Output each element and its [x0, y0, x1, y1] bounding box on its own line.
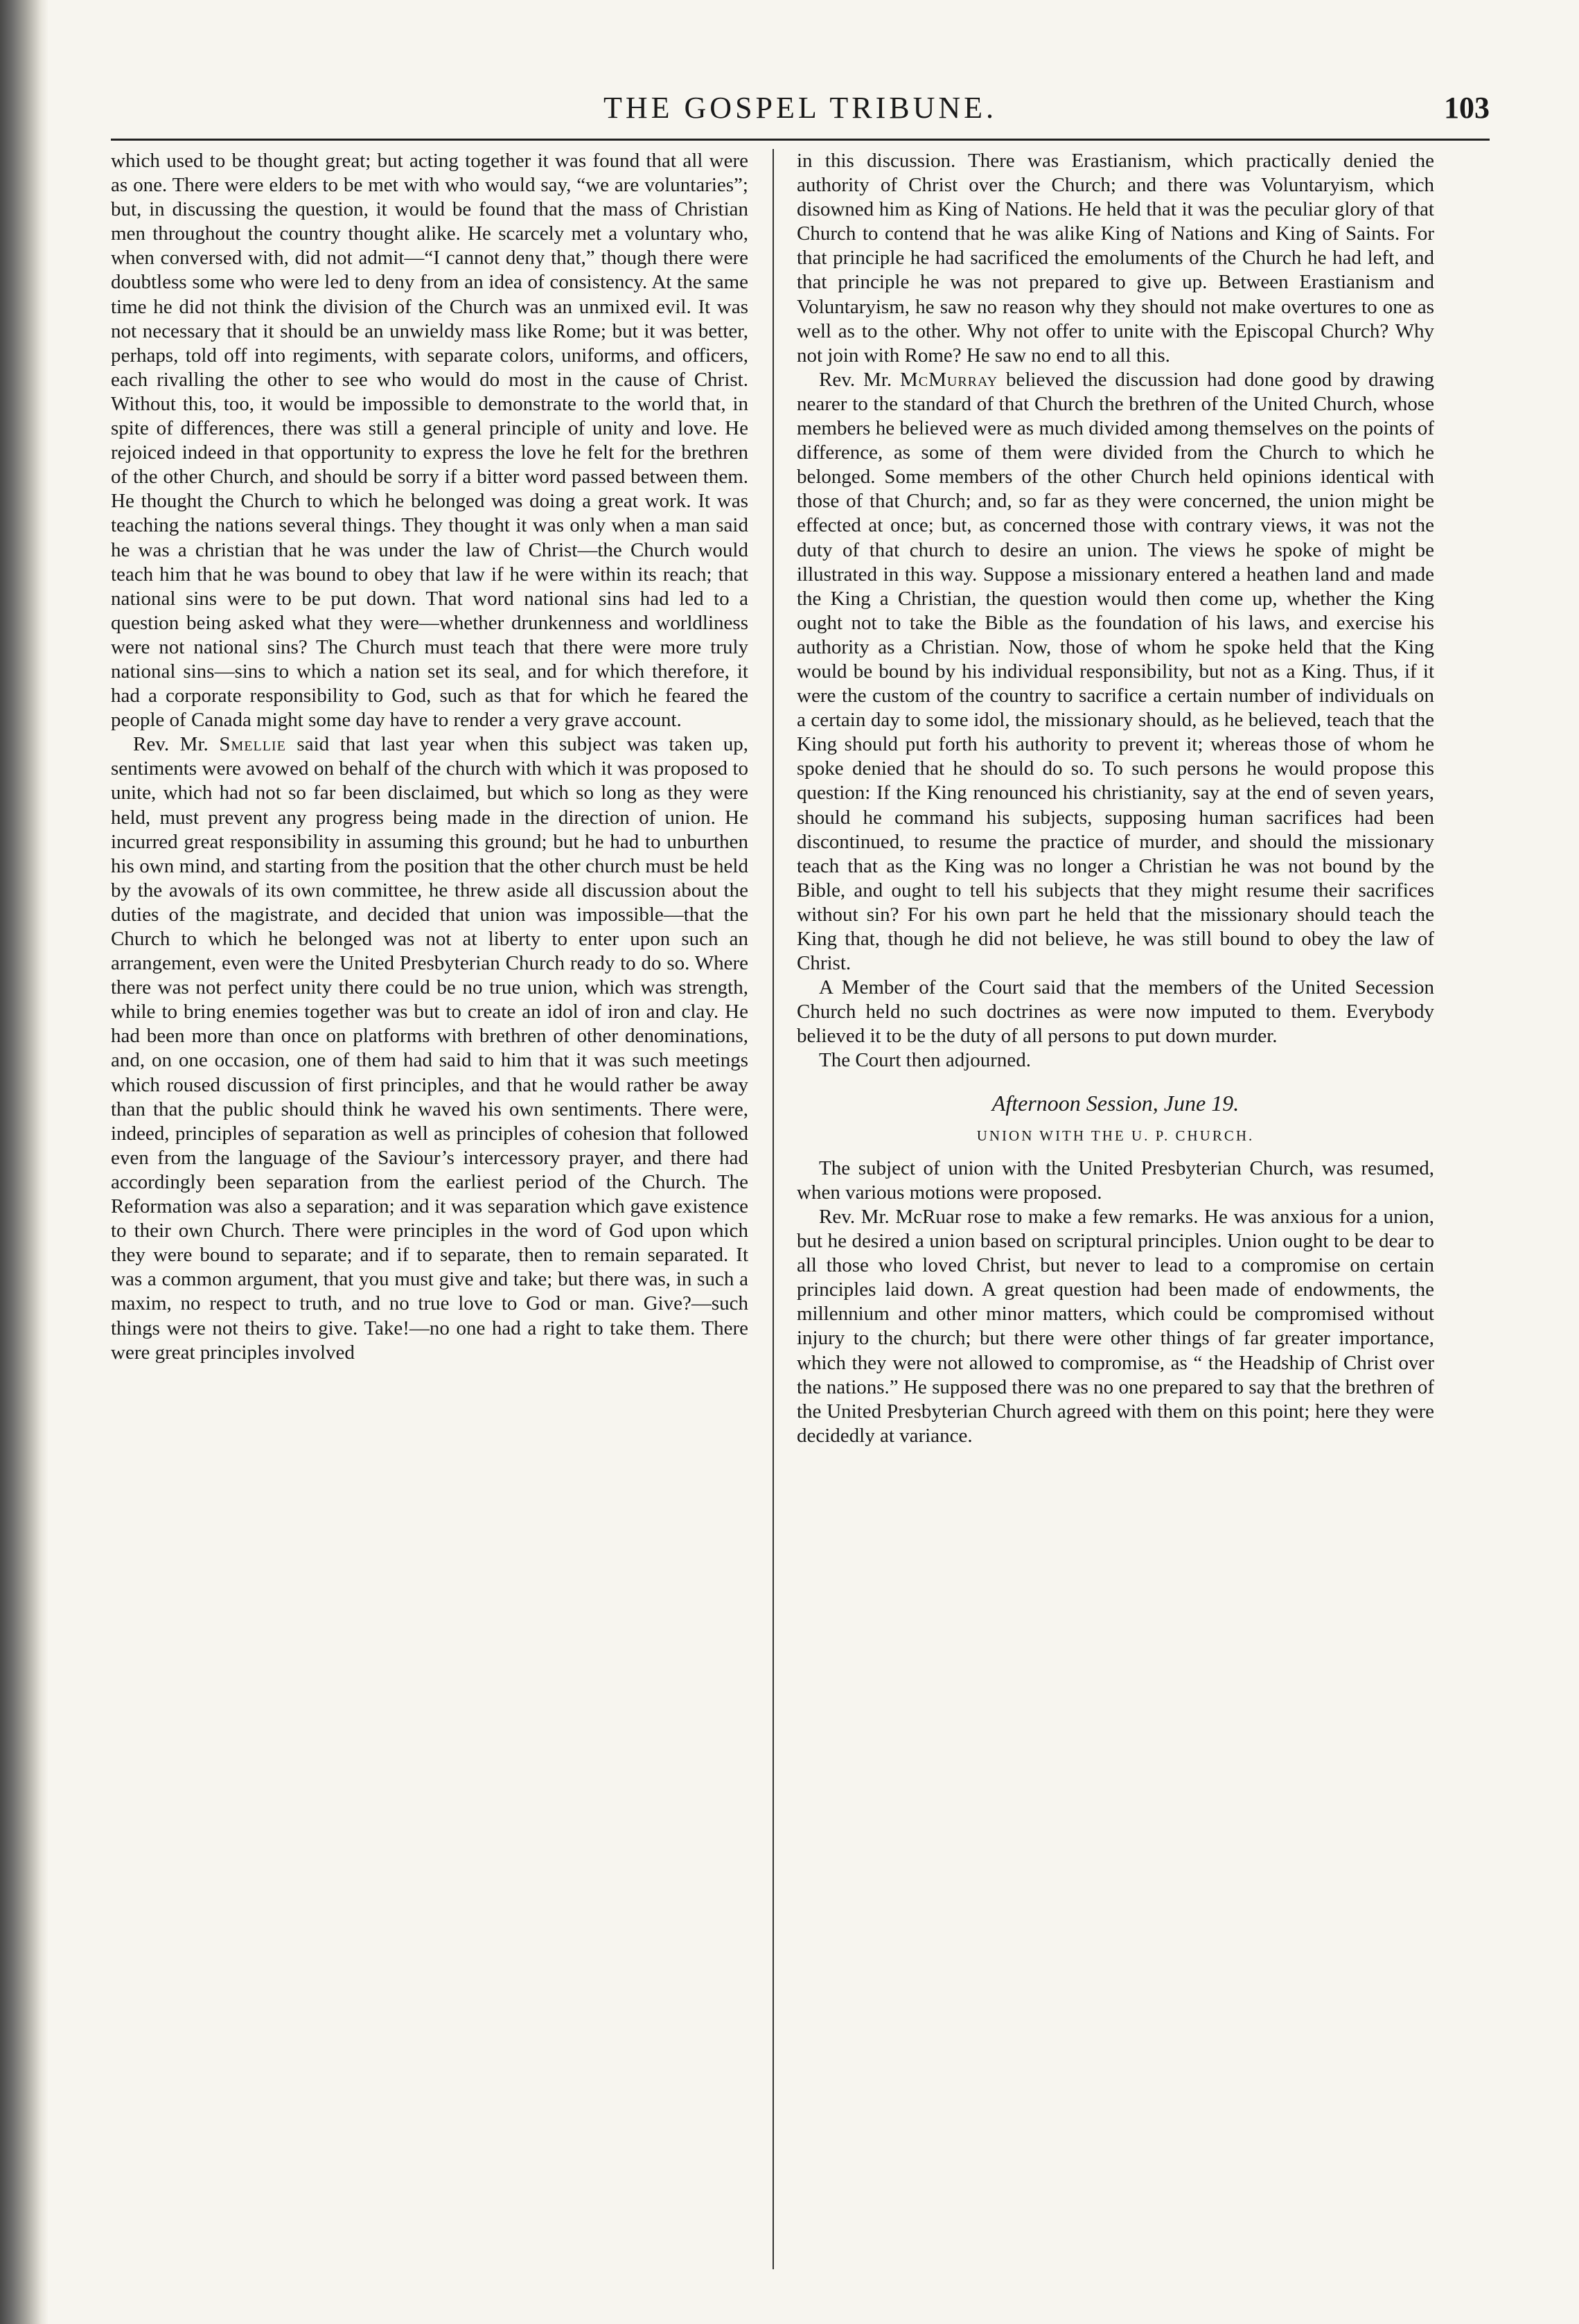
page-number: 103: [1444, 91, 1490, 125]
header-rule: [111, 139, 1490, 141]
session-heading: Afternoon Session, June 19.: [991, 1090, 1240, 1116]
paragraph: which used to be thought great; but acting together it was found that all were as one. There were elders to be met with who would say, “we are voluntaries”; but, in discussing the question, it would be found that the mass of Christian men throughout the country thought alike. He scarcely met a voluntary who, when conversed with, did not admit—“I cannot deny that,” though there were doubtless some who were led to deny from an idea of consistency. At the same time he did not think the division of the Church was an unmixed evil. It was not necessary that it should be an unwieldy mass like Rome; but it was better, perhaps, told off into regiments, with separate colors, uniforms, and officers, each rivalling the other to see who would do most in the cause of Christ. Without this, too, it would be impossible to demonstrate to the world that, in spite of differences, there was still a general principle of unity and love. He rejoiced indeed in that opportunity to express the love he felt for the brethren of the other Church, and should be sorry if a bitter word passed between them. He thought the Church to which he belonged was doing a great work. It was teaching the nations several things. They thought it was only when a man said he was a christian that he was under the law of Christ—the Church would teach him that he was bound to obey that law if he were within its reach; that national sins were to be put down. That word national sins had led to a question being asked what they were—whether drunkenness and worldliness were not national sins? The Church must teach that there were more truly national sins—sins to which a nation set its seal, and for which therefore, it had a corporate responsibility to God, such as that for which he feared the people of Canada might some day have to render a very grave account.: [111, 150, 748, 732]
speaker-prefix: Rev. Mr.: [133, 733, 209, 756]
running-title: THE GOSPEL TRIBUNE.: [603, 91, 997, 125]
paragraph: in this discussion. There was Erastianism, which practically denied the authority of Christ over the Church; and there was Voluntaryism, which disowned him as King of Nations. He held that it was the peculiar glory of that Church to contend that he was alike King of Nations and King of Saints. For that principle he had sacrificed the emoluments of the Church he had left, and that principle he was not prepared to give up. Between Erastianism and Voluntaryism, he saw no reason why they should not make overtures to one as well as to the other. Why not offer to unite with the Episcopal Church? Why not join with Rome? He saw no end to all this.: [797, 150, 1434, 367]
section-subheading: UNION WITH THE U. P. CHURCH.: [976, 1127, 1255, 1144]
paragraph: [797, 368, 1434, 976]
column-divider: [773, 149, 774, 2269]
page-header: [111, 90, 1490, 132]
paragraph: [111, 732, 748, 1364]
paragraph: The subject of union with the United Presbyterian Church, was resumed, when various motions were proposed.: [797, 1156, 1434, 1204]
paragraph-text: said that last year when this subject was taken up, sentiments were avowed on behalf of the church with which it was proposed to unite, which had not so far been disclaimed, but which so long as they were held, must prevent any progress being made in the direction of union. He incurred great responsibility in assuming this ground; but he had to unburthen his own mind, and starting from the position that the other church must be held by the avowals of its own committee, he threw aside all discussion about the duties of the magistrate, and decided that union was impossible—that the Church to which he belonged was not at liberty to enter upon such an arrangement, even were the United Presbyterian Church ready to do so. Where there was not perfect unity there could be no true union, which was strength, while to bring enemies together was but to create an idol of iron and clay. He had been more than once on platforms with brethren of other denominations, and, on one occasion, one of them had said to him that it was such meetings which roused discussion of first principles, and that he would rather be away than that the public should think he waved his own sentiments. There were, indeed, principles of separation as well as principles of cohesion that followed even from the language of the Saviour’s intercessory prayer, and there had accordingly been separation from the earliest period of the Church. The Reformation was also a separation; and it was separation which gave existence to their own Church. There were principles in the word of God upon which they were bound to separate; and if to separate, then to remain separated. It was a common argument, that you must give and take; but there was, in such a maxim, no respect to truth, and no true love to God or man. Give?—such things were not theirs to give. Take!—no one had a right to take them. There were great principles involved: [111, 733, 748, 1364]
paragraph: Rev. Mr. McRuar rose to make a few remarks. He was anxious for a union, but he desired a union based on scriptural principles. Union ought to be dear to all those who loved Christ, but never to lead to a compromise on certain principles laid down. A great question had been made of endowments, the millennium and other minor matters, which could be compromised without injury to the church; but there were other things of far greater importance, which they were not allowed to compromise, as “ the Headship of Christ over the nations.” He supposed there was no one prepared to say that the brethren of the United Presbyterian Church agreed with them on this point; here they were decidedly at variance.: [797, 1205, 1434, 1447]
paragraph: The Court then adjourned.: [819, 1049, 1032, 1072]
speaker-name: McMurray: [899, 368, 998, 391]
paragraph: A Member of the Court said that the members of the United Secession Church held no such doctrines as were now imputed to them. Everybody believed it to be the duty of all persons to put down murder.: [797, 976, 1434, 1048]
speaker-name: Smellie: [219, 733, 286, 756]
paragraph-text: believed the discussion had done good by drawing nearer to the standard of that Church the brethren of the United Church, whose members he believed were as much divided among themselves on the points of difference, as some of them were divided from the Church to which he belonged. Some members of the other Church held opinions identical with those of that Church; and, so far as they were concerned, the union might be effected at once; but, as concerned those with contrary views, it was not the duty of that church to desire an union. The views he spoke of might be illustrated in this way. Suppose a missionary entered a heathen land and made the King a Christian, the question would then come up, whether the King ought not to take the Bible as the foundation of his laws, and exercise his authority as a Christian. Now, those of whom he spoke held that the King would be bound by his individual responsibility, but not as a King. Thus, if it were the custom of the country to sacrifice a certain number of individuals on a certain day to some idol, the missionary should, as he believed, teach that the King should put forth his authority to prevent it; whereas those of whom he spoke denied that he should do so. To such persons he would propose this question: If the King renounced his christianity, say at the end of seven years, should he command his subjects, supposing human sacrifices had been discontinued, to resume the practice of murder, and should the missionary teach that as the King was no longer a Christian he was not bound by the Bible, and ought to tell his subjects that they might resume their sacrifices without sin? For his own part he held that the missionary should teach the King that, though he did not believe, he was still bound to obey the law of Christ.: [797, 368, 1434, 975]
right-column: [797, 149, 1434, 2297]
speaker-prefix: Rev. Mr.: [819, 368, 892, 391]
page-binding-shadow: [0, 0, 48, 2324]
left-column: [111, 149, 748, 2297]
